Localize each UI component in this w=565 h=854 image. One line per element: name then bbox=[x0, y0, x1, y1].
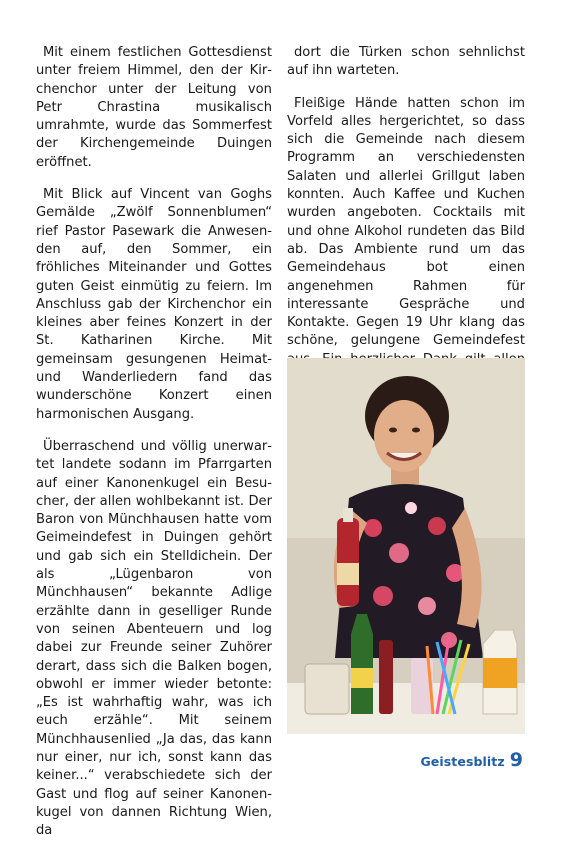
paragraph-muenchhausen: Überraschend und völlig unerwartet landete sodann im Pfarrgarten auf einer Kanonenkugel ein Besucher, der allen wohlbekannt ist. Der Baron von Münchhausen hatte vom Geimeindefest in Duingen gehört und gab sich ein Stelldichein. Der als „Lügenbaron von Münchhausen“ bekannte Adlige erzählte dann in geselliger Runde von seinen Abenteuern und log dabei zur Freunde seiner Zuhörer derart, dass sich die Balken bogen, obwohl er immer wieder betonte: „Es ist wahrhaftig wahr, was ich euch erzähle“. Mit seinem Münchhausenlied „Ja das, das kann nur einer, nur ich, sonst kann das keiner...“ verabschiedete sich der Gast und flog auf seiner Kanonenkugel von dannen Richtung Wien, da bbox=[36, 438, 272, 839]
paragraph-helfer: Fleißige Hände hatten schon im Vorfeld alles hergerichtet, so dass sich die Gemeinde nach diesem Programm an verschiedensten Salaten und allerlei Grillgut laben konnten. Auch Kaffee und Kuchen wurden angeboten. Cocktails mit und ohne Alkohol rundeten das Bild ab. Das Ambiente rund um das Gemeindehaus bot einen angenehmen Rahmen für interessante Gespräche und Kontakte. Gegen 19 Uhr klang das schöne, gelungene Gemeindefest bbox=[287, 95, 525, 349]
event-photo bbox=[287, 358, 525, 734]
magazine-name: Geistesblitz bbox=[420, 754, 505, 769]
article-column-right bbox=[287, 44, 525, 401]
paragraph-continuation: dort die Türken schon sehnlichst auf ihn warteten. bbox=[287, 45, 525, 79]
article-column-left bbox=[36, 44, 272, 854]
paragraph-gottesdienst: Mit einem festlichen Gottesdienst unter freiem Himmel, den der Kirchenchor unter der Leitung von Petr Chrastina musikalisch umrahmte, wurde das Sommerfest der Kirchengemeinde Duingen eröffnet. bbox=[36, 45, 272, 170]
page-footer bbox=[420, 749, 523, 771]
photo-illustration bbox=[287, 358, 525, 734]
paragraph-sonnenblumen: Mit Blick auf Vincent van Goghs Gemälde „Zwölf Sonnenblumen“ rief Pastor Pasewark die Anwesenden auf, den Sommer, ein fröhliches Miteinander und Gottes guten Geist einmütig zu feiern. Im Anschluss gab der Kirchenchor ein kleines aber feines Konzert in der St. Katharinen Kirche. Mit gemeinsam gesungenen Heimat- und Wanderliedern fand das wunderschöne Konzert einen harmonischen Ausgang. bbox=[36, 187, 272, 422]
page-number: 9 bbox=[509, 749, 523, 771]
